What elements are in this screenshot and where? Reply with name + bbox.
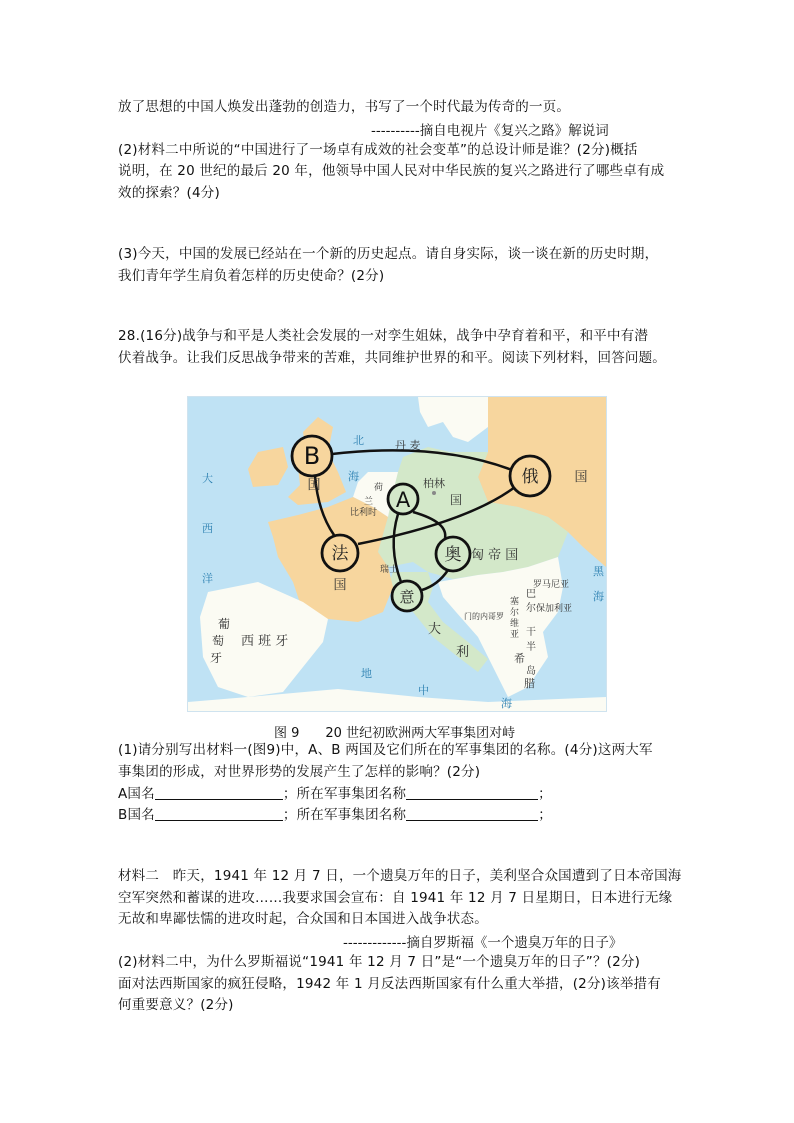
b-country-label: B国名 [118, 807, 155, 823]
label-balkan: 岛 [526, 666, 536, 677]
europe-military-blocs-map [187, 396, 607, 712]
label-uk: 国 [307, 478, 321, 493]
label-romania: 罗马尼亚 [533, 580, 570, 590]
label-north-sea: 海 [348, 470, 359, 483]
label-germany-country: 国 [449, 493, 463, 507]
label-italy-1: 大 [428, 622, 442, 637]
question-2-line: 说明，在 20 世纪的最后 20 年，他领导中国人民对中华民族的复兴之路进行了哪些卓有成 [118, 163, 665, 179]
label-portugal: 萄 [212, 634, 225, 648]
material-2-line: 空军突然和蓄谋的进攻……我要求国会宣布：自 1941 年 12 月 7 日星期日，日本进行无缘 [118, 890, 673, 906]
label-denmark: 丹 麦 [395, 439, 421, 452]
question-2-line: (2)材料二中所说的“中国进行了一场卓有成效的社会变革”的总设计师是谁？(2分)概括 [118, 142, 638, 158]
question-intro-line: 伏着战争。让我们反思战争带来的苦难，共同维护世界的和平。阅读下列材料，回答问题。 [118, 350, 666, 366]
question-intro-line: 28.(16分)战争与和平是人类社会发展的一对孪生姐妹，战争中孕育着和平，和平中有潜 [118, 328, 649, 344]
label-atlantic: 大 [202, 472, 213, 485]
question-2-line: 何重要意义？(2分) [118, 997, 234, 1013]
label-black-sea: 黑 [593, 565, 604, 578]
label-greece: 腊 [524, 677, 535, 690]
label-switzerland: 瑞士 [380, 565, 399, 575]
label-b: B [303, 442, 321, 470]
label-france-country: 国 [333, 578, 347, 593]
label-black-sea: 海 [593, 590, 604, 603]
label-mediterranean: 海 [501, 697, 512, 710]
label-montenegro: 门的内哥罗 [464, 612, 504, 621]
label-austria: 奥 [444, 545, 462, 565]
label-italy: 意 [399, 588, 415, 606]
label-spain: 西 班 牙 [241, 634, 289, 649]
question-1-line: (1)请分别写出材料一(图9)中，A、B 两国及它们所在的军事集团的名称。(4分)这两大军 [118, 742, 653, 758]
label-serbia: 维 [510, 619, 520, 629]
b-group-label: ；所在军事集团名称 [282, 807, 407, 823]
text-line: 放了思想的中国人焕发出蓬勃的创造力，书写了一个时代最为传奇的一页。 [118, 99, 571, 115]
source-citation: -------------摘自罗斯福《一个遗臭万年的日子》 [343, 935, 623, 951]
label-belgium: 比利时 [350, 508, 378, 518]
label-portugal: 葡 [218, 617, 231, 631]
label-netherlands: 荷 [374, 483, 384, 493]
label-berlin: 柏林 [423, 477, 445, 490]
row-end: ； [538, 786, 552, 802]
figure-caption: 图 9 20 世纪初欧洲两大军事集团对峙 [274, 726, 516, 741]
label-portugal: 牙 [210, 651, 223, 665]
a-country-label: A国名 [118, 786, 155, 802]
label-mediterranean: 中 [418, 684, 429, 697]
question-1-line: 事集团的形成，对世界形势的发展产生了怎样的影响？(2分) [118, 764, 481, 780]
b-country-blank[interactable] [155, 806, 283, 821]
label-serbia: 亚 [510, 630, 520, 640]
label-serbia: 塞 [510, 597, 520, 607]
label-balkan: 巴 [526, 589, 536, 600]
label-greece: 希 [514, 652, 525, 665]
label-balkan: 干 [526, 627, 536, 638]
label-austria-hungary: 匈 帝 国 [471, 548, 519, 563]
label-russia: 俄 [521, 467, 539, 487]
question-2-line: 面对法西斯国家的疯狂侵略，1942 年 1 月反法西斯国家有什么重大举措，(2分)该举措有 [118, 976, 661, 992]
a-country-blank[interactable] [155, 785, 283, 800]
source-citation: ----------摘自电视片《复兴之路》解说词 [371, 123, 609, 139]
answer-row-a [118, 784, 552, 806]
material-2-line: 材料二 昨天，1941 年 12 月 7 日，一个遗臭万年的日子，美利坚合众国遭到了日本帝国海 [118, 868, 682, 884]
answer-row-b [118, 805, 552, 827]
a-group-label: ；所在军事集团名称 [282, 786, 407, 802]
a-group-blank[interactable] [406, 785, 538, 800]
question-2-line: (2)材料二中，为什么罗斯福说“1941 年 12 月 7 日”是“一个遗臭万年的日子”？(2分) [118, 954, 641, 970]
label-france: 法 [331, 544, 349, 564]
berlin-marker [432, 491, 436, 495]
label-netherlands-2: 兰 [364, 497, 374, 507]
question-2-line: 效的探索？(4分) [118, 185, 220, 201]
question-3-line: (3)今天，中国的发展已经站在一个新的历史起点。请自身实际，谈一谈在新的历史时期， [118, 246, 659, 262]
label-balkan: 半 [526, 642, 536, 653]
label-bulgaria: 保加利亚 [536, 604, 573, 614]
b-group-blank[interactable] [406, 806, 538, 821]
label-mediterranean: 地 [361, 667, 372, 680]
label-balkan: 尔 [526, 603, 536, 614]
label-russia-country: 国 [574, 470, 588, 485]
material-2-line: 无故和卑鄙怯懦的进攻时起，合众国和日本国进入战争状态。 [118, 911, 488, 927]
question-3-line: 我们青年学生肩负着怎样的历史使命？(2分) [118, 268, 385, 284]
label-atlantic: 洋 [202, 572, 213, 585]
label-serbia: 尔 [510, 608, 520, 618]
label-italy-2: 利 [456, 645, 470, 660]
row-end: ； [538, 807, 552, 823]
label-atlantic: 西 [202, 522, 213, 535]
label-a: A [395, 488, 411, 512]
label-north-sea: 北 [353, 434, 364, 447]
